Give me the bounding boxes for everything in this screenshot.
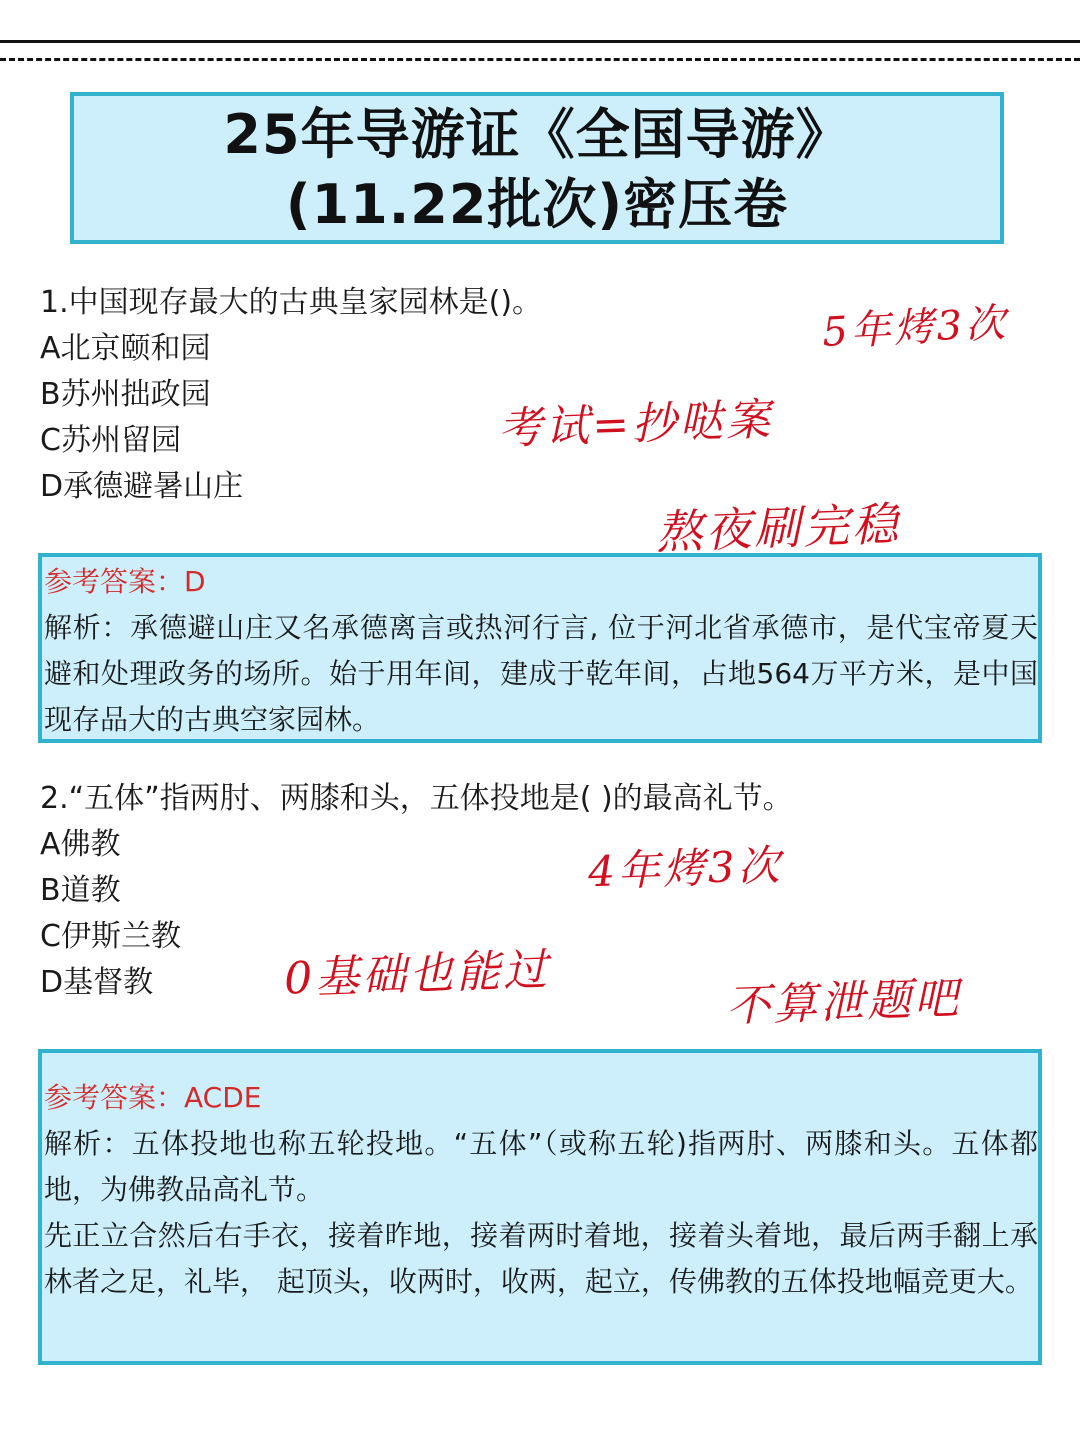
handwritten-note-beginner: 0基础也能过 (283, 944, 551, 1005)
title-line-2: (11.22批次)密压卷 (285, 173, 789, 236)
handwritten-note-4-years: 4年烤3次 (587, 840, 784, 897)
question-1 (40, 280, 542, 510)
question-2-option-b: B道教 (40, 873, 121, 908)
question-2-option-a: A佛教 (40, 827, 121, 862)
question-2-analysis-paragraph-2: 先正立合然后右手衣，接着昨地，接着两时着地，接着头着地，最后两手翻上承林者之足，礼毕， 起顶头，收两时，收两，起立，传佛教的五体投地幅竞更大。 (44, 1219, 1038, 1298)
question-2-option-c: C伊斯兰教 (40, 919, 181, 954)
question-1-stem: 1.中国现存最大的古典皇家园林是()。 (40, 285, 543, 320)
question-1-answer-label: 参考答案：D (44, 565, 206, 598)
question-2-analysis-paragraph-1: 解析：五体投地也称五轮投地。“五体”（或称五轮)指两肘、两膝和头。五体都地，为佛教品高礼节。 (44, 1127, 1038, 1206)
top-dashed-divider (0, 58, 1080, 61)
question-1-analysis: 解析：承德避山庄又名承德离言或热河行言, 位于河北省承德市，是代宝帝夏天避和处理政务的场所。始于用年间，建成于乾年间，占地564万平方米，是中国现存品大的古典空家园林。 (44, 611, 1038, 736)
question-1-option-b: B苏州拙政园 (40, 377, 211, 412)
title-line-1: 25年导游证《全国导游》 (223, 103, 851, 166)
question-1-option-d: D承德避暑山庄 (40, 469, 244, 504)
title-banner (70, 92, 1004, 244)
question-1-option-a: A北京颐和园 (40, 331, 211, 366)
question-2-answer-box (38, 1049, 1042, 1365)
handwritten-note-overnight: 熬夜刷完稳 (655, 496, 902, 560)
question-2-answer-label: 参考答案：ACDE (44, 1081, 262, 1114)
question-2-option-d: D基督教 (40, 965, 154, 1000)
question-1-option-c: C苏州留园 (40, 423, 181, 458)
question-2-stem: 2.“五体”指两肘、两膝和头，五体投地是( )的最高礼节。 (40, 781, 793, 816)
handwritten-note-exam: 考试=抄哒案 (497, 394, 774, 455)
top-solid-divider (0, 40, 1080, 43)
handwritten-note-5-years: 5年烤3次 (821, 300, 1010, 356)
question-1-answer-box (38, 553, 1042, 743)
handwritten-note-leak: 不算泄题吧 (725, 972, 962, 1033)
